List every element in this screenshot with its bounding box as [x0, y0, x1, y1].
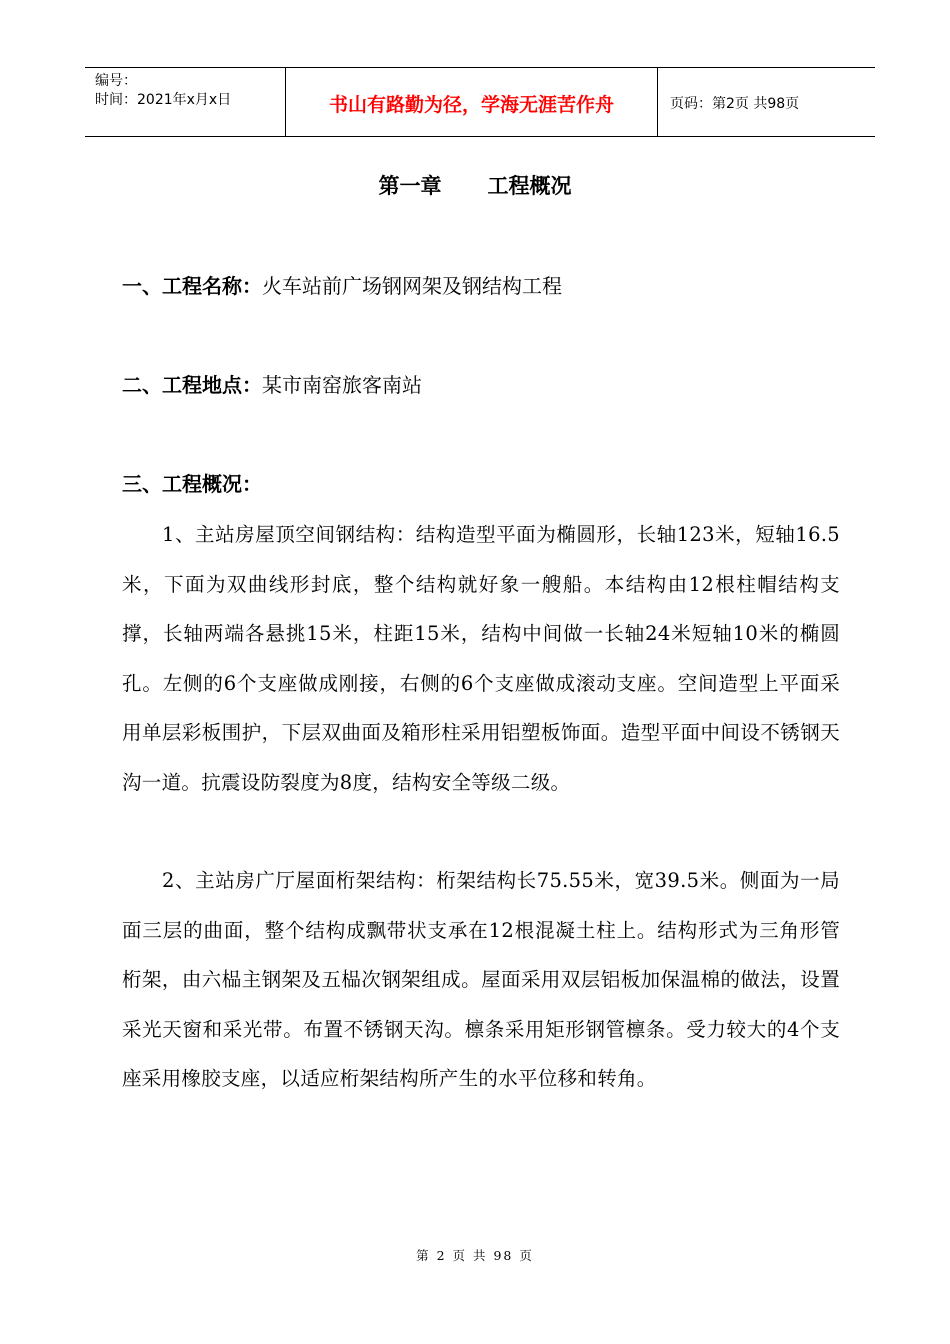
chapter-name: 工程概况 — [487, 174, 572, 198]
paragraph-main-hall-truss: 2、主站房广厅屋面桁架结构：桁架结构长75.55米，宽39.5米。侧面为一局面三层的曲面，整个结构成飘带状支承在12根混凝土柱上。结构形式为三角形管桁架，由六榀主钢架及五榀次钢架组成。屋面采用双层铝板加保温棉的做法，设置采光天窗和采光带。布置不锈钢天沟。檩条采用矩形钢管檩条。受力较大的4个支座采用橡胶支座，以适应桁架结构所产生的水平位移和转角。 — [122, 869, 840, 1090]
paragraph-main-station-roof: 1、主站房屋顶空间钢结构：结构造型平面为椭圆形，长轴123米，短轴16.5米，下面为双曲线形封底，整个结构就好象一艘船。本结构由12根柱帽结构支撑，长轴两端各悬挑15米，柱距15米，结构中间做一长轴24米短轴10米的椭圆孔。左侧的6个支座做成刚接，右侧的6个支座做成滚动支座。空间造型上平面采用单层彩板围护，下层双曲面及箱形柱采用铝塑板饰面。造型平面中间设不锈钢天沟一道。抗震设防裂度为8度，结构安全等级二级。 — [122, 523, 840, 794]
page-footer: 第 2 页 共 98 页 — [416, 1248, 534, 1263]
chapter-title — [0, 170, 950, 200]
document-time-label: 时间：2021年x月x日 — [95, 92, 232, 108]
section-label: 一、工程名称： — [122, 274, 262, 298]
section-project-location — [122, 369, 422, 398]
section-label: 二、工程地点： — [122, 373, 262, 397]
document-number-label: 编号： — [95, 73, 137, 89]
section-label: 三、工程概况： — [122, 472, 262, 496]
section-value: 某市南窑旅客南站 — [262, 373, 422, 397]
chapter-number: 第一章 — [378, 174, 442, 198]
header-page-info: 页码：第2页 共98页 — [670, 96, 800, 112]
section-project-name — [122, 270, 562, 299]
header-motto: 书山有路勤为径，学海无涯苦作舟 — [286, 68, 658, 136]
section-value: 火车站前广场钢网架及钢结构工程 — [262, 274, 562, 298]
section-project-overview — [122, 468, 262, 497]
page-header — [85, 67, 875, 137]
header-meta-cell — [85, 68, 286, 136]
